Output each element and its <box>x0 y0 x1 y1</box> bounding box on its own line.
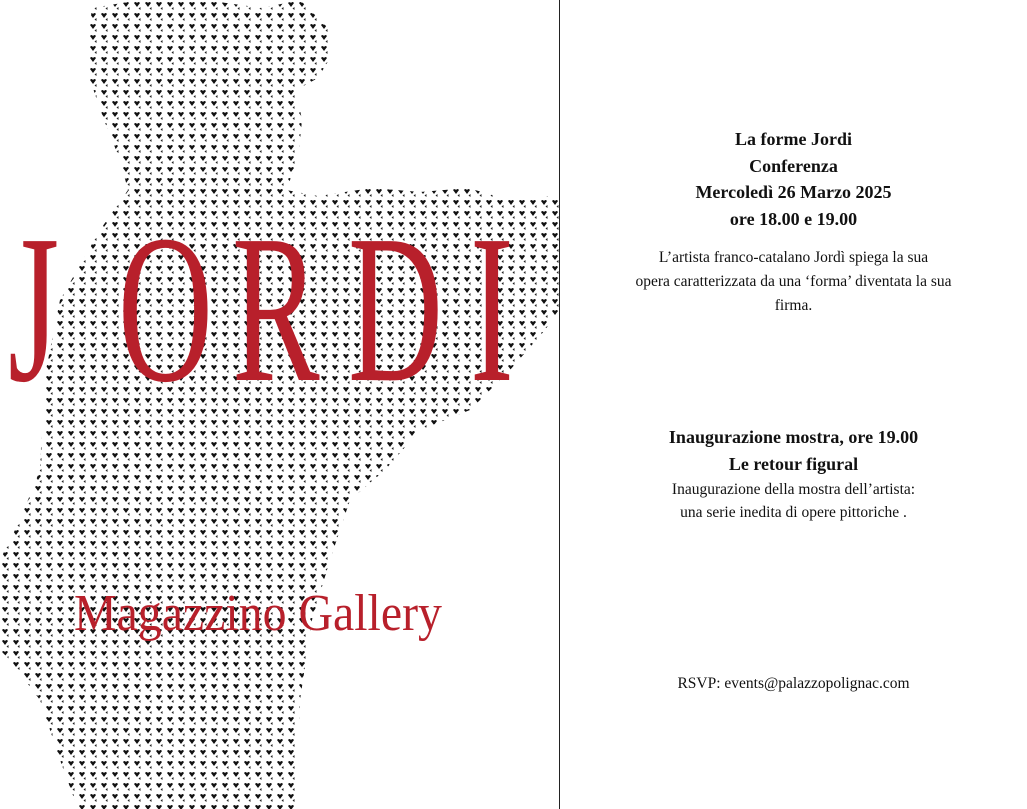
event-heading <box>560 126 1027 232</box>
event-description-line: opera caratterizzata da una ‘forma’ diventata la sua <box>635 273 952 290</box>
poster-title-letter: R <box>232 191 320 426</box>
event-date: Mercoledì 26 Marzo 2025 <box>695 182 892 202</box>
poster-title-letter: J <box>8 191 60 426</box>
exhibition-description-line: Inaugurazione della mostra dell’artista: <box>671 481 916 498</box>
gallery-name: Magazzino Gallery <box>74 585 442 642</box>
exhibition-section <box>560 424 1027 524</box>
rsvp-contact: RSVP: events@palazzopolignac.com <box>677 675 910 692</box>
event-title: La forme Jordi <box>735 129 852 149</box>
event-description-line: firma. <box>774 297 813 314</box>
event-time: ore 18.00 e 19.00 <box>729 208 858 229</box>
event-details-panel <box>560 0 1027 809</box>
poster-title-letter: I <box>470 191 514 426</box>
poster-title-letter: O <box>118 191 213 426</box>
event-description-line: L’artista franco-catalano Jordì spiega la sua <box>658 249 929 266</box>
exhibition-title: Inaugurazione mostra, ore 19.00 <box>668 427 919 447</box>
poster-title-letter: D <box>348 191 443 426</box>
exhibition-description-line: una serie inedita di opere pittoriche . <box>680 504 907 521</box>
event-description <box>560 246 1027 318</box>
exhibition-name: Le retour figural <box>728 454 859 474</box>
poster-title <box>0 191 559 426</box>
event-type: Conferenza <box>749 155 838 176</box>
